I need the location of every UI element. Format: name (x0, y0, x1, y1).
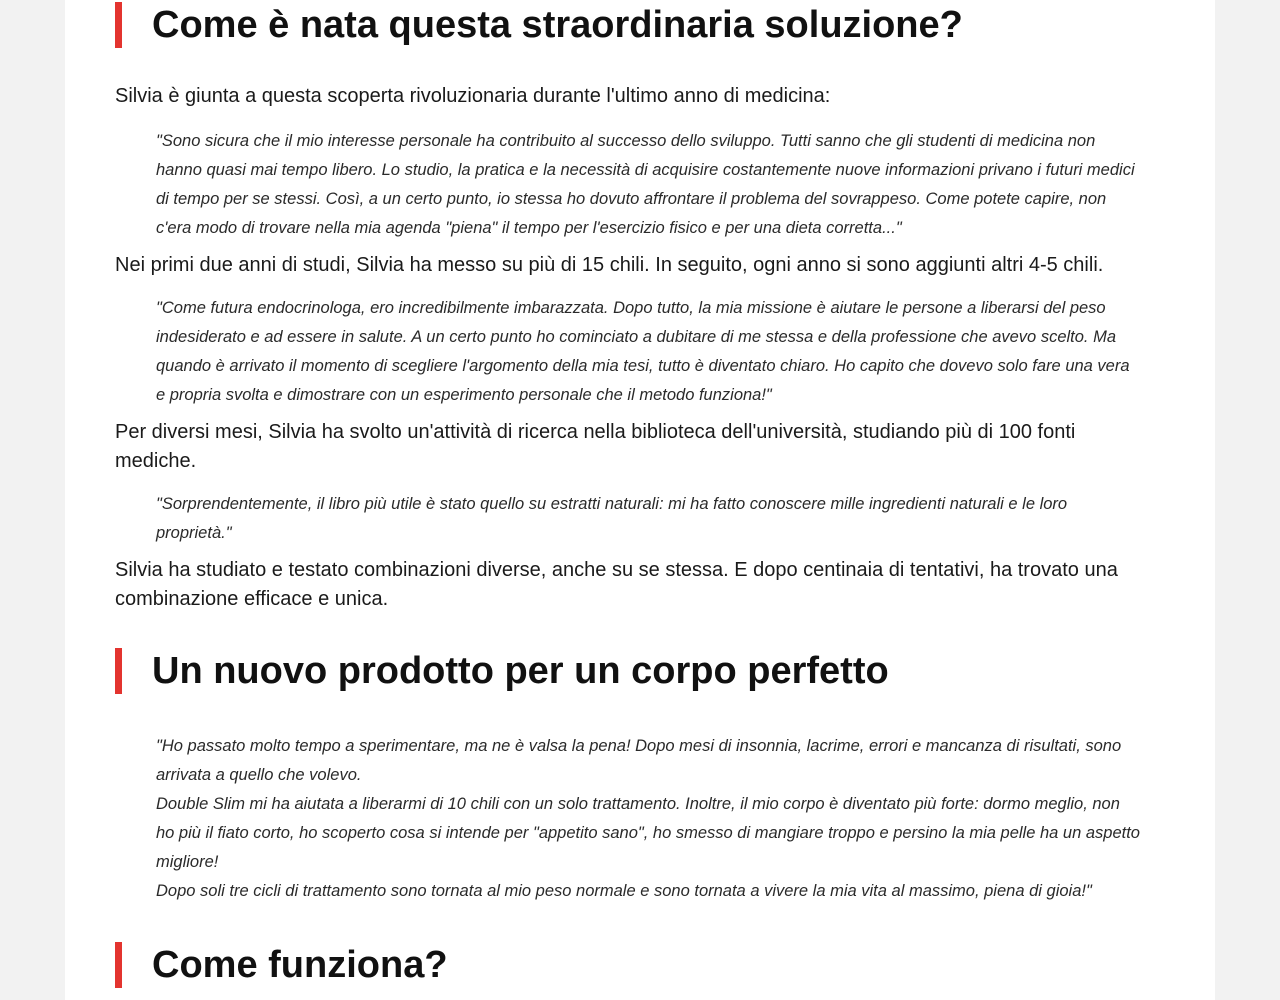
article-content (115, 0, 1150, 988)
quote-line: "Ho passato molto tempo a sperimentare, ma ne è valsa la pena! Dopo mesi di insonnia, lacrime, errori e mancanza di risultati, sono arrivata a quello che volevo. (156, 737, 1122, 784)
article-page (65, 0, 1215, 1000)
quote-line: Double Slim mi ha aiutata a liberarmi di 10 chili con un solo trattamento. Inoltre, il mio corpo è diventato più forte: dormo meglio, non ho più il fiato corto, ho scoperto cosa si intende per "appetito sano", ho smesso di mangiare troppo e persino la mia pelle ha un aspetto migliore! (156, 795, 1140, 871)
intro-paragraph: Silvia è giunta a questa scoperta rivoluzionaria durante l'ultimo anno di medicina: (115, 85, 831, 107)
testimonial-quote (115, 732, 1150, 906)
section-heading-origin: Come è nata questa straordinaria soluzione? (115, 2, 1150, 48)
quote-line: Dopo soli tre cicli di trattamento sono tornata al mio peso normale e sono tornata a vivere la mia vita al massimo, piena di gioia!" (156, 882, 1092, 900)
weight-gain-paragraph: Nei primi due anni di studi, Silvia ha messo su più di 15 chili. In seguito, ogni anno si sono aggiunti altri 4-5 chili. (115, 254, 1104, 276)
research-paragraph: Per diversi mesi, Silvia ha svolto un'attività di ricerca nella biblioteca dell'università, studiando più di 100 fonti mediche. (115, 421, 1076, 472)
result-paragraph: Silvia ha studiato e testato combinazioni diverse, anche su se stessa. E dopo centinaia di tentativi, ha trovato una combinazione efficace e unica. (115, 559, 1118, 610)
section-heading-how-it-works: Come funziona? (115, 942, 1150, 988)
testimonial-quote: "Sorprendentemente, il libro più utile è stato quello su estratti naturali: mi ha fatto conoscere mille ingredienti naturali e le loro proprietà." (156, 495, 1068, 542)
testimonial-quote: "Come futura endocrinologa, ero incredibilmente imbarazzata. Dopo tutto, la mia missione è aiutare le persone a liberarsi del peso indesiderato e ad essere in salute. A un certo punto ho cominciato a dubitare di me stessa e della professione che avevo scelto. Ma quando è arrivato il momento di scegliere l'argomento della mia tesi, tutto è diventato chiaro. Ho capito che dovevo solo fare una vera e propria svolta e dimostrare con un esperimento personale che il metodo funziona!" (156, 299, 1130, 404)
testimonial-quote: "Sono sicura che il mio interesse personale ha contribuito al successo dello sviluppo. Tutti sanno che gli studenti di medicina non hanno quasi mai tempo libero. Lo studio, la pratica e la necessità di acquisire costantemente nuove informazioni privano i futuri medici di tempo per se stessi. Così, a un certo punto, io stessa ho dovuto affrontare il problema del sovrappeso. Come potete capire, non c'era modo di trovare nella mia agenda "piena" il tempo per l'esercizio fisico e per una dieta corretta..." (156, 132, 1135, 237)
section-heading-product: Un nuovo prodotto per un corpo perfetto (115, 648, 1150, 694)
